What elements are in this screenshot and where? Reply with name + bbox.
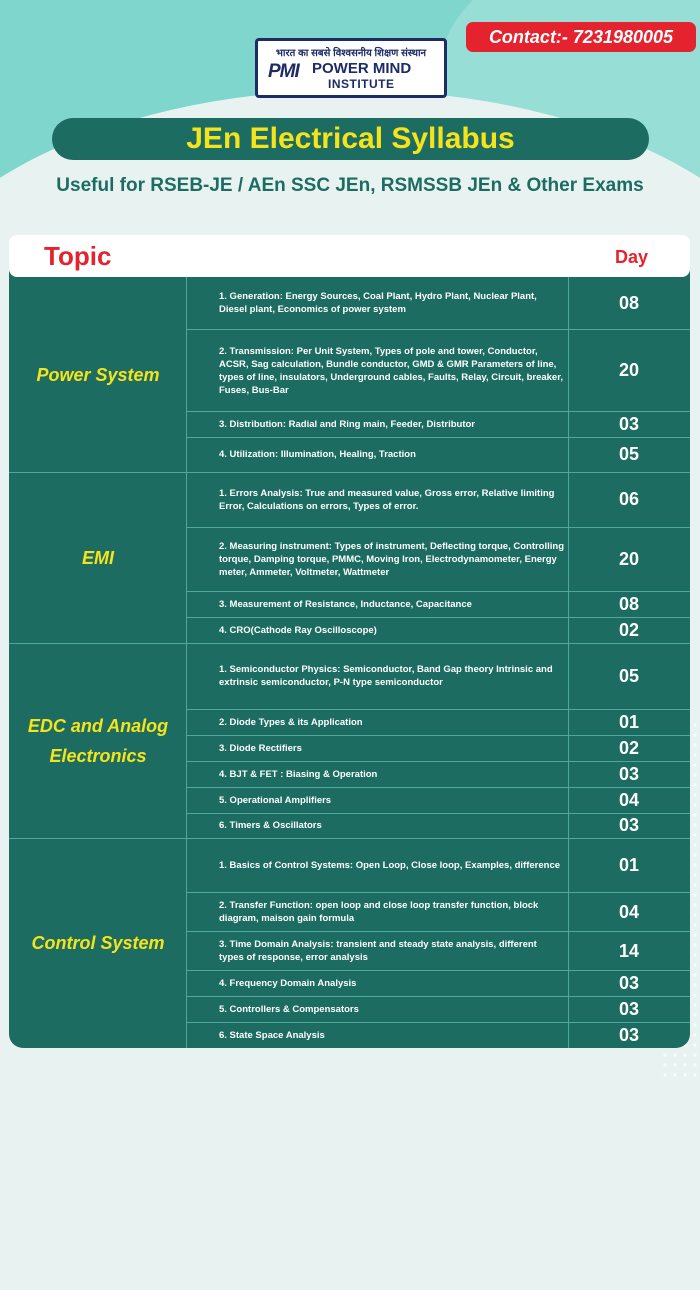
table-row: [186, 528, 690, 592]
topic-text: 6. State Space Analysis: [219, 1029, 325, 1041]
topic-text: 2. Diode Types & its Application: [219, 717, 363, 728]
topic-text: 1. Basics of Control Systems: Open Loop, Close loop, Examples, difference: [219, 859, 561, 871]
table-row: [186, 932, 690, 971]
day-count: 05: [618, 444, 640, 464]
header-day: Day: [615, 247, 649, 267]
table-row: [186, 472, 690, 528]
day-count: 02: [618, 619, 640, 640]
topic-text: 2. Transmission: Per Unit System, Types of pole and tower, Conductor, ACSR, Sag calculation, Bundle conductor, GMD & GMR Parameters of line, types of line, insulators, Underground cables, Faults, Relay, Circuit, breaker, Fuses, Bus-Bar: [219, 345, 564, 396]
institute-logo: [255, 38, 447, 98]
table-row: [186, 592, 690, 618]
topic-text: 1. Semiconductor Physics: Semiconductor, Band Gap theory Intrinsic and extrinsic semiconductor, P-N type semiconductor: [219, 664, 553, 688]
table-header: [9, 235, 690, 277]
topic-text: 1. Generation: Energy Sources, Coal Plant, Hydro Plant, Nuclear Plant, Diesel plant, Economics of power system: [219, 291, 537, 315]
topic-text: 3. Time Domain Analysis: transient and steady state analysis, different types of response, error analysis: [219, 939, 537, 963]
day-count: 03: [618, 764, 640, 784]
day-count: 04: [618, 790, 640, 810]
day-count: 04: [618, 901, 640, 922]
topic-text: 1. Errors Analysis: True and measured value, Gross error, Relative limiting Error, Calculations on errors, Types of error.: [219, 487, 555, 512]
day-count: 03: [618, 414, 640, 434]
logo-mark-icon: PMI: [268, 61, 299, 82]
day-count: 02: [618, 738, 640, 758]
topic-text: 4. BJT & FET : Biasing & Operation: [219, 769, 378, 780]
table-row: [186, 277, 690, 330]
day-count: 03: [618, 999, 640, 1019]
table-row: [186, 788, 690, 814]
table-row: [186, 971, 690, 997]
day-count: 14: [618, 940, 640, 961]
logo-name: POWER MIND: [312, 60, 412, 77]
topic-text: 3. Measurement of Resistance, Inductance, Capacitance: [219, 599, 472, 610]
section-label: EMI: [81, 547, 114, 568]
topic-text: 2. Measuring instrument: Types of instrument, Deflecting torque, Controlling torque, Damping torque, PMMC, Moving Iron, Electrodynamometer, Energy meter, Ammeter, Voltmeter, Wattmeter: [219, 541, 565, 578]
day-count: 03: [618, 815, 640, 835]
section-label: Power System: [36, 364, 160, 385]
topic-text: 5. Controllers & Compensators: [219, 1004, 359, 1015]
contact-badge[interactable]: Contact:- 7231980005: [466, 22, 696, 52]
day-count: 06: [618, 489, 640, 509]
topic-text: 3. Distribution: Radial and Ring main, Feeder, Distributor: [219, 419, 475, 430]
table-row: [186, 736, 690, 762]
topic-text: 5. Operational Amplifiers: [219, 795, 332, 806]
table-row: [186, 330, 690, 412]
topic-text: 4. CRO(Cathode Ray Oscilloscope): [219, 624, 377, 636]
day-count: 01: [618, 854, 640, 875]
topic-text: 2. Transfer Function: open loop and close loop transfer function, block diagram, maison gain formula: [219, 900, 539, 924]
table-row: [186, 893, 690, 932]
logo-name-line2: INSTITUTE: [328, 77, 395, 91]
table-row: [186, 412, 690, 438]
day-count: 03: [618, 1024, 640, 1045]
page-title: JEn Electrical Syllabus: [52, 118, 649, 160]
day-count: 01: [618, 712, 640, 732]
day-count: 08: [618, 594, 640, 614]
topic-text: 4. Frequency Domain Analysis: [219, 978, 357, 989]
table-row: [186, 762, 690, 788]
table-row: [186, 814, 690, 837]
page-subtitle: Useful for RSEB-JE / AEn SSC JEn, RSMSSB JEn & Other Exams: [56, 175, 644, 196]
header-topic: Topic: [44, 241, 112, 271]
day-count: 05: [618, 665, 640, 686]
table-row: [186, 643, 690, 710]
day-count: 20: [618, 360, 640, 380]
day-count: 08: [618, 292, 640, 313]
table-row: [186, 618, 690, 642]
table-row: [186, 438, 690, 471]
topic-text: 6. Timers & Oscillators: [219, 820, 322, 831]
day-count: 03: [618, 973, 640, 993]
topic-text: 4. Utilization: Illumination, Healing, Traction: [219, 449, 416, 460]
section-label: Control System: [31, 933, 165, 953]
topic-text: 3. Diode Rectifiers: [219, 743, 302, 754]
logo-tagline: भारत का सबसे विश्वसनीय शिक्षण संस्थान: [275, 48, 427, 59]
table-row: [186, 710, 690, 736]
table-row: [186, 997, 690, 1023]
table-row: [186, 1023, 690, 1047]
section-label: EDC and Analog Electronics: [27, 715, 169, 766]
day-count: 20: [618, 549, 640, 569]
table-row: [186, 838, 690, 893]
